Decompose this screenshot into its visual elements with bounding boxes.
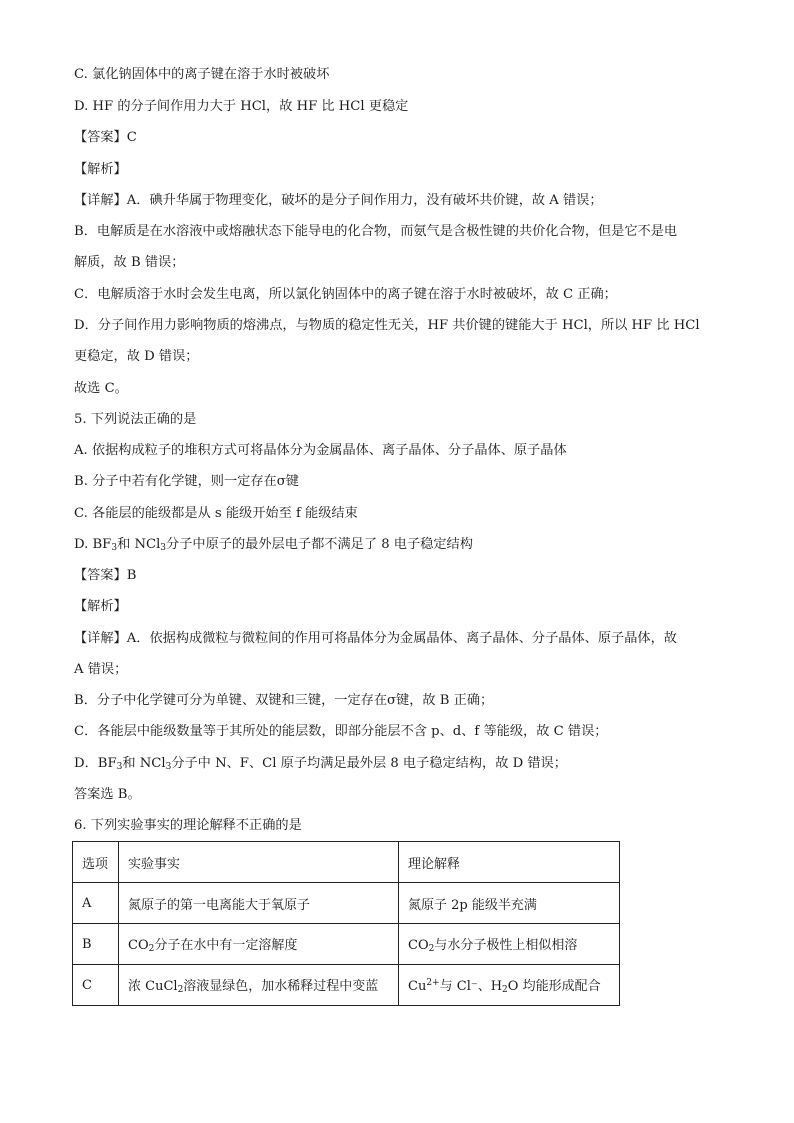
text-line: A 错误； <box>74 662 128 677</box>
option-d <box>74 536 473 557</box>
subscript: 3 <box>165 762 172 772</box>
text-line: B．分子中化学键可分为单键、双键和三键，一定存在σ键，故 B 正确； <box>74 693 494 708</box>
text-line: 答案选 B。 <box>74 787 141 802</box>
table-row <box>73 965 620 1006</box>
table-cell: A <box>73 883 119 924</box>
table-row <box>73 924 620 965</box>
answer-label: 【答案】B <box>74 568 137 583</box>
text-segment: 和 NCl <box>122 756 166 771</box>
text-line: C. 氯化钠固体中的离子键在溶于水时被破坏 <box>74 67 330 82</box>
text-segment: Cu <box>408 979 427 994</box>
table-header: 选项 <box>73 842 119 883</box>
table-cell: B <box>73 924 119 965</box>
text-segment: D. BF <box>74 537 112 552</box>
table-cell: C <box>73 965 119 1006</box>
experiment-table <box>72 841 620 1006</box>
text-segment: 与水分子极性上相似相溶 <box>434 938 578 953</box>
text-segment: CO <box>408 938 429 953</box>
analysis-label: 【解析】 <box>74 599 127 614</box>
text-segment: D．BF <box>74 756 117 771</box>
text-line: 更稳定，故 D 错误； <box>74 349 199 364</box>
text-segment: 浓 CuCl <box>128 979 178 994</box>
table-cell <box>399 924 620 965</box>
subscript: 2 <box>148 944 155 954</box>
text-segment: 分子在水中有一定溶解度 <box>154 938 298 953</box>
table-header: 理论解释 <box>399 842 620 883</box>
text-segment: O 均能形成配合 <box>507 979 601 994</box>
subscript: 3 <box>111 543 118 553</box>
subscript: 2 <box>177 985 184 995</box>
subscript: 3 <box>160 543 167 553</box>
text-segment: 分子中 N、F、Cl 原子均满足最外层 8 电子稳定结构，故 D 错误； <box>171 756 567 771</box>
text-line: 解质，故 B 错误； <box>74 255 185 270</box>
text-segment: CO <box>128 938 149 953</box>
superscript: 2+ <box>426 978 440 988</box>
text-line: 故选 C。 <box>74 381 128 396</box>
subscript: 3 <box>116 762 123 772</box>
text-segment: 分子中原子的最外层电子都不满足了 8 电子稳定结构 <box>166 537 473 552</box>
subscript: 2 <box>502 985 508 995</box>
text-line: D．分子间作用力影响物质的熔沸点，与物质的稳定性无关，HF 共价键的键能大于 HCl，所以 HF 比 HCl <box>74 318 700 333</box>
text-line: 【详解】A．碘升华属于物理变化，破坏的是分子间作用力，没有破坏共价键，故 A 错误； <box>74 193 603 208</box>
answer-label: 【答案】C <box>74 130 137 145</box>
analysis-label: 【解析】 <box>74 162 127 177</box>
option-b: B. 分子中若有化学键，则一定存在σ键 <box>74 474 299 489</box>
question-title: 6. 下列实验事实的理论解释不正确的是 <box>74 818 302 833</box>
text-line: C．各能层中能级数量等于其所处的能层数，即部分能层不含 p、d、f 等能级，故 C 错误； <box>74 724 608 739</box>
text-line: B．电解质是在水溶液中或熔融状态下能导电的化合物，而氨气是含极性键的共价化合物，但是它不是电 <box>74 224 678 239</box>
text-line: D. HF 的分子间作用力大于 HCl，故 HF 比 HCl 更稳定 <box>74 99 409 114</box>
question-title: 5. 下列说法正确的是 <box>74 412 197 427</box>
text-segment: 溶液显绿色，加水稀释过程中变蓝 <box>183 979 379 994</box>
table-cell: 氮原子的第一电离能大于氧原子 <box>119 883 399 924</box>
table-row <box>73 883 620 924</box>
option-a: A. 依据构成粒子的堆积方式可将晶体分为金属晶体、离子晶体、分子晶体、原子晶体 <box>74 443 567 458</box>
text-line: 【详解】A．依据构成微粒与微粒间的作用可将晶体分为金属晶体、离子晶体、分子晶体、原子晶体，故 <box>74 631 677 646</box>
option-c: C. 各能层的能级都是从 s 能级开始至 f 能级结束 <box>74 506 358 521</box>
table-cell <box>119 924 399 965</box>
table-cell <box>119 965 399 1006</box>
table-header: 实验事实 <box>119 842 399 883</box>
table-cell: 氮原子 2p 能级半充满 <box>399 883 620 924</box>
text-line <box>74 755 567 776</box>
text-line: C．电解质溶于水时会发生电离，所以氯化钠固体中的离子键在溶于水时被破坏，故 C 正确； <box>74 287 617 302</box>
text-segment: 与 Cl⁻、H <box>439 979 503 994</box>
subscript: 2 <box>428 944 435 954</box>
text-segment: 和 NCl <box>117 537 161 552</box>
table-header-row <box>73 842 620 883</box>
table-cell <box>399 965 620 1006</box>
